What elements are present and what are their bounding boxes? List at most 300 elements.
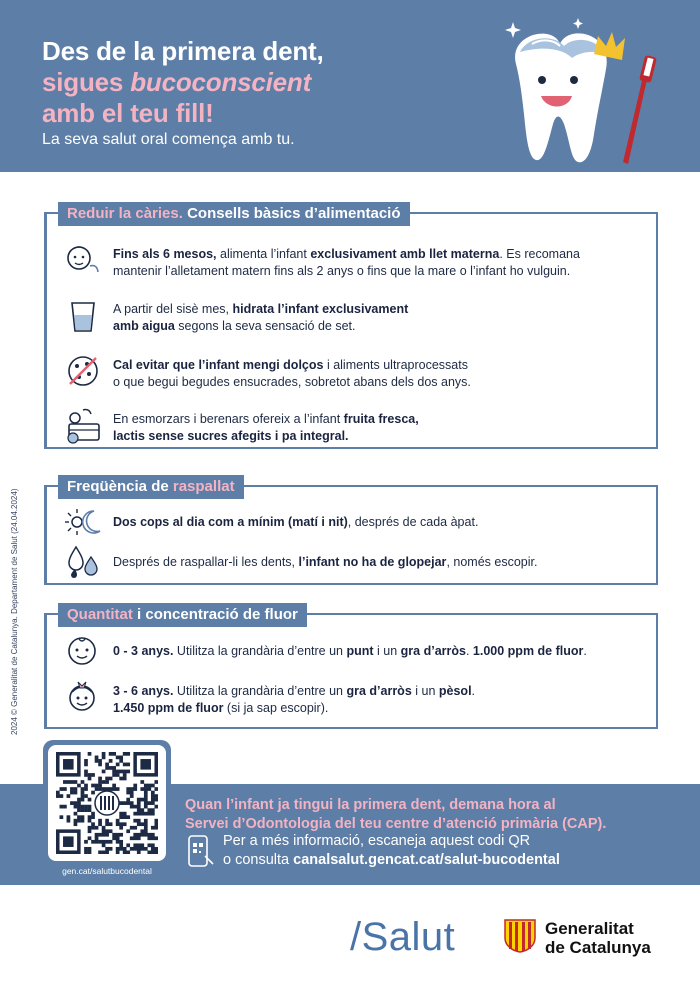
qr-module xyxy=(116,773,120,777)
qr-module xyxy=(137,812,141,816)
qr-module xyxy=(112,752,116,756)
sun-moon-icon xyxy=(64,505,104,539)
cta-appointment: Quan l’infant ja tingui la primera dent, demana hora al Servei d’Odontologia del teu centre d’atenció primària (CAP). xyxy=(185,797,607,832)
qr-module xyxy=(154,847,158,851)
headline-line-3: amb el teu fill! xyxy=(42,98,214,128)
qr-module xyxy=(56,791,60,795)
no-sweets-icon xyxy=(64,352,102,390)
qr-module xyxy=(144,826,148,830)
qr-module xyxy=(126,752,130,756)
qr-module xyxy=(95,836,99,840)
generalitat-logo-text: Generalitat de Catalunya xyxy=(545,919,651,957)
qr-module xyxy=(137,819,141,823)
qr-module xyxy=(81,791,85,795)
qr-module xyxy=(144,784,148,788)
qr-center-bar xyxy=(112,796,114,810)
qr-module xyxy=(67,815,71,819)
qr-module xyxy=(151,826,155,830)
qr-module xyxy=(133,847,137,851)
qr-module xyxy=(102,850,106,854)
qr-center-bar xyxy=(108,796,110,810)
qr-module xyxy=(102,826,106,830)
qr-module xyxy=(116,756,120,760)
qr-module xyxy=(67,780,71,784)
qr-module xyxy=(88,805,92,809)
qr-module xyxy=(119,812,123,816)
phone-scan-icon xyxy=(185,834,215,868)
qr-module xyxy=(70,801,74,805)
qr-module xyxy=(98,759,102,763)
qr-module xyxy=(130,791,134,795)
qr-module xyxy=(88,819,92,823)
tip-breastfeeding: Fins als 6 mesos, alimenta l’infant exclusivament amb llet materna. Es recomana mantenir l’alletament matern fins als 2 anys o fins que la mare o l’infant ho vulguin. xyxy=(113,247,580,278)
qr-module xyxy=(98,787,102,791)
qr-module xyxy=(151,784,155,788)
qr-module xyxy=(63,780,67,784)
qr-module xyxy=(60,787,64,791)
water-drops-icon xyxy=(65,543,101,579)
qr-module xyxy=(95,826,99,830)
qr-module xyxy=(126,843,130,847)
qr-module xyxy=(140,787,144,791)
qr-module xyxy=(105,840,109,844)
qr-module xyxy=(140,812,144,816)
copyright-note: 2024 © Generalitat de Catalunya. Departament de Salut (24.04.2024) xyxy=(10,488,19,735)
water-glass-icon xyxy=(68,300,98,334)
qr-module xyxy=(81,794,85,798)
qr-module xyxy=(88,836,92,840)
qr-module xyxy=(126,815,130,819)
qr-module xyxy=(105,833,109,837)
qr-module xyxy=(116,850,120,854)
qr-module xyxy=(112,836,116,840)
qr-module xyxy=(137,801,141,805)
qr-module xyxy=(144,787,148,791)
qr-module xyxy=(123,847,127,851)
headline-emphasis: bucoconscient xyxy=(130,67,312,97)
qr-module xyxy=(67,819,71,823)
qr-module xyxy=(109,847,113,851)
qr-module xyxy=(126,770,130,774)
qr-module xyxy=(147,808,151,812)
qr-module xyxy=(109,787,113,791)
qr-module xyxy=(74,780,78,784)
qr-module xyxy=(91,791,95,795)
qr-module xyxy=(105,766,109,770)
qr-module xyxy=(137,843,141,847)
qr-module xyxy=(116,787,120,791)
qr-module xyxy=(137,833,141,837)
qr-module xyxy=(137,805,141,809)
qr-module xyxy=(144,819,148,823)
qr-module xyxy=(130,801,134,805)
qr-module xyxy=(133,787,137,791)
qr-module xyxy=(95,756,99,760)
qr-module xyxy=(126,798,130,802)
fruit-basket-icon xyxy=(63,406,103,446)
qr-module xyxy=(98,822,102,826)
qr-module xyxy=(137,836,141,840)
tooth-mascot-icon xyxy=(498,14,678,174)
qr-module xyxy=(95,833,99,837)
qr-center-logo xyxy=(95,791,119,815)
qr-module xyxy=(137,847,141,851)
qr-module xyxy=(119,822,123,826)
qr-module xyxy=(130,787,134,791)
qr-module xyxy=(133,784,137,788)
qr-module xyxy=(126,829,130,833)
qr-module xyxy=(151,843,155,847)
section-brushing-title: Freqüència de raspallat xyxy=(58,475,244,499)
qr-module xyxy=(140,780,144,784)
qr-module xyxy=(84,808,88,812)
qr-module xyxy=(105,777,109,781)
qr-module xyxy=(98,850,102,854)
qr-module xyxy=(133,819,137,823)
qr-module xyxy=(88,773,92,777)
qr-module xyxy=(77,801,81,805)
qr-module xyxy=(147,787,151,791)
qr-module xyxy=(81,815,85,819)
qr-module xyxy=(88,847,92,851)
qr-module xyxy=(84,840,88,844)
qr-module xyxy=(74,787,78,791)
qr-module xyxy=(144,829,148,833)
qr-module xyxy=(130,826,134,830)
qr-module xyxy=(109,766,113,770)
qr-module xyxy=(60,805,64,809)
qr-module xyxy=(144,805,148,809)
qr-module xyxy=(144,847,148,851)
qr-module xyxy=(102,756,106,760)
qr-module xyxy=(102,780,106,784)
qr-module xyxy=(119,759,123,763)
qr-module xyxy=(98,777,102,781)
qr-module xyxy=(70,791,74,795)
qr-module xyxy=(147,812,151,816)
qr-module xyxy=(77,815,81,819)
qr-module xyxy=(151,798,155,802)
qr-module xyxy=(77,798,81,802)
qr-module xyxy=(123,752,127,756)
qr-module xyxy=(137,850,141,854)
qr-module xyxy=(123,763,127,767)
qr-module xyxy=(154,836,158,840)
qr-module xyxy=(98,819,102,823)
qr-finder xyxy=(63,836,74,847)
qr-module xyxy=(88,808,92,812)
fluoride-0-3: 0 - 3 anys. Utilitza la grandària d’entre un punt i un gra d’arròs. 1.000 ppm de fluor. xyxy=(113,644,587,658)
qr-module xyxy=(95,759,99,763)
qr-module xyxy=(116,836,120,840)
qr-module xyxy=(116,819,120,823)
qr-module xyxy=(116,763,120,767)
qr-module xyxy=(88,850,92,854)
qr-module xyxy=(102,752,106,756)
qr-finder xyxy=(63,759,74,770)
qr-module xyxy=(116,840,120,844)
qr-module xyxy=(91,784,95,788)
salut-logo: /Salut xyxy=(350,915,456,959)
qr-module xyxy=(84,805,88,809)
tip-breakfast: En esmorzars i berenars ofereix a l’infant fruita fresca, lactis sense sucres afegits i pa integral. xyxy=(113,412,419,443)
headline-line-1: Des de la primera dent, xyxy=(42,36,324,66)
section-caries-title: Reduir la càries. Consells bàsics d’alimentació xyxy=(58,202,410,226)
qr-module xyxy=(119,756,123,760)
qr-module xyxy=(144,794,148,798)
qr-module xyxy=(126,787,130,791)
qr-module xyxy=(112,770,116,774)
qr-module xyxy=(74,812,78,816)
child-face-icon xyxy=(64,678,100,714)
qr-module xyxy=(74,819,78,823)
qr-module xyxy=(130,794,134,798)
qr-module xyxy=(140,843,144,847)
qr-module xyxy=(91,840,95,844)
qr-module xyxy=(151,850,155,854)
qr-module xyxy=(116,770,120,774)
qr-module xyxy=(123,773,127,777)
qr-module xyxy=(84,773,88,777)
qr-module xyxy=(119,826,123,830)
qr-module xyxy=(109,759,113,763)
qr-module xyxy=(123,777,127,781)
qr-module xyxy=(63,787,67,791)
qr-module xyxy=(84,770,88,774)
qr-module xyxy=(133,812,137,816)
qr-module xyxy=(77,808,81,812)
qr-module xyxy=(126,850,130,854)
qr-module xyxy=(102,787,106,791)
qr-module xyxy=(95,787,99,791)
qr-module xyxy=(112,773,116,777)
qr-module xyxy=(88,798,92,802)
qr-module xyxy=(91,773,95,777)
qr-module xyxy=(123,770,127,774)
generalitat-shield-icon xyxy=(503,918,537,954)
qr-module xyxy=(144,822,148,826)
qr-module xyxy=(151,808,155,812)
qr-module xyxy=(126,791,130,795)
qr-module xyxy=(154,798,158,802)
qr-module xyxy=(91,822,95,826)
qr-module xyxy=(133,836,137,840)
qr-module xyxy=(109,752,113,756)
qr-module xyxy=(154,780,158,784)
qr-module xyxy=(102,833,106,837)
qr-module xyxy=(91,826,95,830)
qr-module xyxy=(154,794,158,798)
qr-module xyxy=(77,819,81,823)
qr-module xyxy=(74,801,78,805)
qr-module xyxy=(154,850,158,854)
qr-module xyxy=(144,801,148,805)
qr-module xyxy=(140,822,144,826)
qr-module xyxy=(84,763,88,767)
qr-module xyxy=(67,794,71,798)
qr-module xyxy=(119,847,123,851)
qr-module xyxy=(140,808,144,812)
qr-module xyxy=(140,833,144,837)
qr-module xyxy=(130,836,134,840)
baby-breastfeeding-icon xyxy=(64,240,102,278)
qr-module xyxy=(112,787,116,791)
headline-line-2: sigues bucoconscient xyxy=(42,67,312,97)
qr-module xyxy=(84,794,88,798)
qr-module xyxy=(151,801,155,805)
qr-module xyxy=(84,847,88,851)
qr-module xyxy=(88,777,92,781)
fluoride-3-6: 3 - 6 anys. Utilitza la grandària d’entre un gra d’arròs i un pèsol. 1.450 ppm de fluor (si ja sap escopir). xyxy=(113,684,476,715)
qr-module xyxy=(144,791,148,795)
qr-module xyxy=(74,822,78,826)
qr-module xyxy=(84,784,88,788)
qr-center-bar xyxy=(100,796,102,810)
qr-module xyxy=(91,815,95,819)
qr-module xyxy=(109,777,113,781)
qr-module xyxy=(119,801,123,805)
qr-module xyxy=(154,805,158,809)
qr-module xyxy=(137,808,141,812)
qr-module xyxy=(119,833,123,837)
qr-module xyxy=(74,791,78,795)
qr-module xyxy=(95,784,99,788)
qr-module xyxy=(119,840,123,844)
qr-module xyxy=(147,833,151,837)
qr-module xyxy=(81,780,85,784)
qr-module xyxy=(140,829,144,833)
qr-module xyxy=(84,759,88,763)
qr-module xyxy=(126,801,130,805)
qr-module xyxy=(70,787,74,791)
qr-module xyxy=(77,805,81,809)
qr-module xyxy=(88,752,92,756)
qr-module xyxy=(112,766,116,770)
qr-module xyxy=(133,843,137,847)
qr-module xyxy=(140,847,144,851)
qr-module xyxy=(147,836,151,840)
qr-module xyxy=(98,833,102,837)
qr-module xyxy=(81,798,85,802)
qr-module xyxy=(70,780,74,784)
tip-no-rinse: Després de raspallar-li les dents, l’infant no ha de glopejar, només escopir. xyxy=(113,555,538,569)
qr-module xyxy=(84,787,88,791)
qr-module xyxy=(116,833,120,837)
qr-module xyxy=(81,808,85,812)
qr-module xyxy=(137,798,141,802)
qr-module xyxy=(126,763,130,767)
qr-module xyxy=(91,812,95,816)
qr-module xyxy=(84,850,88,854)
qr-module xyxy=(144,812,148,816)
qr-module xyxy=(98,784,102,788)
qr-module xyxy=(116,822,120,826)
qr-module xyxy=(105,850,109,854)
qr-module xyxy=(154,819,158,823)
qr-module xyxy=(56,794,60,798)
qr-module xyxy=(109,840,113,844)
qr-module xyxy=(105,847,109,851)
qr-module xyxy=(98,763,102,767)
qr-module xyxy=(154,822,158,826)
qr-module xyxy=(102,840,106,844)
qr-module xyxy=(105,822,109,826)
qr-module xyxy=(151,791,155,795)
qr-module xyxy=(133,833,137,837)
qr-module xyxy=(119,815,123,819)
tip-sweets: Cal evitar que l’infant mengi dolços i aliments ultraprocessats o que begui begudes ensucrades, sobretot abans dels dos anys. xyxy=(113,358,471,389)
qr-module xyxy=(137,822,141,826)
qr-module xyxy=(77,784,81,788)
qr-module xyxy=(88,826,92,830)
qr-module xyxy=(123,801,127,805)
qr-url[interactable]: gen.cat/salutbucodental xyxy=(62,866,152,876)
qr-module xyxy=(98,840,102,844)
tip-water: A partir del sisè mes, hidrata l’infant exclusivament amb aigua segons la seva sensació de set. xyxy=(113,302,409,333)
qr-code[interactable] xyxy=(56,752,158,854)
qr-module xyxy=(109,822,113,826)
qr-module xyxy=(151,812,155,816)
qr-module xyxy=(109,829,113,833)
qr-module xyxy=(151,794,155,798)
qr-module xyxy=(105,819,109,823)
tagline: La seva salut oral comença amb tu. xyxy=(42,131,295,148)
qr-module xyxy=(88,815,92,819)
qr-module xyxy=(102,770,106,774)
qr-module xyxy=(144,833,148,837)
qr-module xyxy=(60,815,64,819)
qr-module xyxy=(154,826,158,830)
cta-more-info: Per a més informació, escaneja aquest codi QR o consulta canalsalut.gencat.cat/salut-bucodental xyxy=(223,833,560,868)
qr-module xyxy=(123,850,127,854)
qr-module xyxy=(105,780,109,784)
qr-module xyxy=(112,833,116,837)
qr-module xyxy=(81,819,85,823)
qr-module xyxy=(130,805,134,809)
qr-module xyxy=(81,805,85,809)
qr-module xyxy=(133,805,137,809)
qr-module xyxy=(81,787,85,791)
qr-module xyxy=(130,847,134,851)
qr-module xyxy=(102,829,106,833)
qr-module xyxy=(102,843,106,847)
qr-module xyxy=(105,829,109,833)
website-link[interactable]: canalsalut.gencat.cat/salut-bucodental xyxy=(293,852,560,868)
qr-module xyxy=(98,780,102,784)
qr-module xyxy=(60,794,64,798)
qr-module xyxy=(74,805,78,809)
qr-module xyxy=(154,787,158,791)
qr-module xyxy=(147,801,151,805)
qr-module xyxy=(147,784,151,788)
qr-module xyxy=(147,843,151,847)
qr-module xyxy=(140,798,144,802)
qr-module xyxy=(95,840,99,844)
qr-module xyxy=(116,847,120,851)
qr-module xyxy=(88,829,92,833)
qr-module xyxy=(123,812,127,816)
qr-finder xyxy=(140,759,151,770)
qr-module xyxy=(105,763,109,767)
qr-module xyxy=(147,850,151,854)
qr-center-bar xyxy=(104,796,106,810)
tip-brushing-frequency: Dos cops al dia com a mínim (matí i nit), després de cada àpat. xyxy=(113,515,479,529)
baby-face-icon xyxy=(65,634,99,668)
qr-module xyxy=(119,770,123,774)
qr-module xyxy=(144,798,148,802)
qr-module xyxy=(151,847,155,851)
qr-module xyxy=(123,822,127,826)
